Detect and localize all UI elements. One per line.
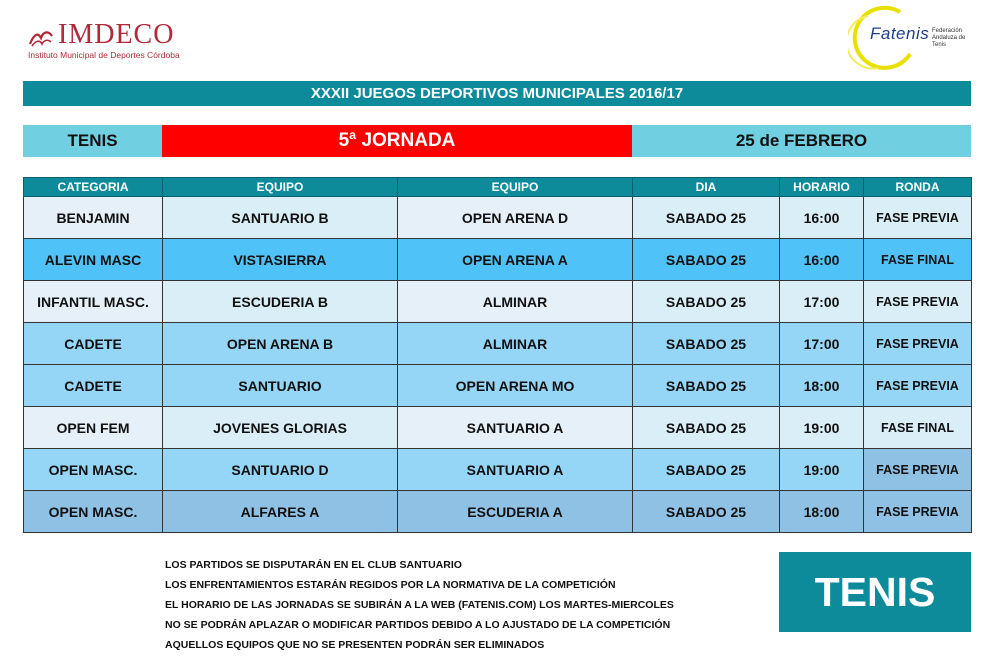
team-1-cell: SANTUARIO	[163, 365, 398, 407]
category-cell: OPEN MASC.	[24, 449, 163, 491]
team-2-cell: ESCUDERIA A	[398, 491, 633, 533]
time-cell: 16:00	[780, 197, 864, 239]
note-line: AQUELLOS EQUIPOS QUE NO SE PRESENTEN PODRÁN SER ELIMINADOS	[165, 639, 545, 651]
time-cell: 19:00	[780, 407, 864, 449]
note-line: EL HORARIO DE LAS JORNADAS SE SUBIRÁN A LA WEB (FATENIS.COM) LOS MARTES-MIERCOLES	[165, 599, 674, 611]
round-label: 5ª JORNADA	[162, 125, 632, 157]
time-cell: 19:00	[780, 449, 864, 491]
team-2-cell: ALMINAR	[398, 323, 633, 365]
imdeco-emblem-icon	[28, 26, 54, 50]
table-row	[24, 197, 972, 239]
fatenis-subtitle: Federación Andaluza de Tenis	[932, 28, 966, 48]
round-cell: FASE PREVIA	[864, 365, 972, 407]
sport-badge: TENIS	[779, 552, 971, 632]
time-cell: 17:00	[780, 323, 864, 365]
team-1-cell: SANTUARIO D	[163, 449, 398, 491]
round-cell: FASE PREVIA	[864, 281, 972, 323]
round-cell: FASE PREVIA	[864, 449, 972, 491]
team-2-cell: OPEN ARENA D	[398, 197, 633, 239]
team-1-cell: SANTUARIO B	[163, 197, 398, 239]
day-cell: SABADO 25	[633, 239, 780, 281]
column-header-time: HORARIO	[780, 178, 864, 197]
day-cell: SABADO 25	[633, 449, 780, 491]
column-header-day: DIA	[633, 178, 780, 197]
note-line: NO SE PODRÁN APLAZAR O MODIFICAR PARTIDOS DEBIDO A LO AJUSTADO DE LA COMPETICIÓN	[165, 619, 671, 631]
category-cell: CADETE	[24, 365, 163, 407]
round-cell: FASE FINAL	[864, 239, 972, 281]
note-line: LOS ENFRENTAMIENTOS ESTARÁN REGIDOS POR LA NORMATIVA DE LA COMPETICIÓN	[165, 579, 616, 591]
date-label: 25 de FEBRERO	[632, 125, 971, 157]
column-header-team-2: EQUIPO	[398, 178, 633, 197]
category-cell: INFANTIL MASC.	[24, 281, 163, 323]
time-cell: 18:00	[780, 365, 864, 407]
column-header-category: CATEGORIA	[24, 178, 163, 197]
day-cell: SABADO 25	[633, 407, 780, 449]
imdeco-subtitle: Instituto Municipal de Deportes Córdoba	[28, 50, 180, 60]
team-1-cell: OPEN ARENA B	[163, 323, 398, 365]
column-header-team-1: EQUIPO	[163, 178, 398, 197]
team-2-cell: OPEN ARENA MO	[398, 365, 633, 407]
fatenis-logo	[848, 4, 970, 74]
table-header-row	[24, 178, 972, 197]
day-cell: SABADO 25	[633, 491, 780, 533]
round-cell: FASE PREVIA	[864, 323, 972, 365]
day-cell: SABADO 25	[633, 365, 780, 407]
category-cell: ALEVIN MASC	[24, 239, 163, 281]
day-cell: SABADO 25	[633, 323, 780, 365]
note-line: LOS PARTIDOS SE DISPUTARÁN EN EL CLUB SANTUARIO	[165, 559, 462, 571]
imdeco-name: IMDECO	[58, 19, 175, 50]
team-1-cell: ESCUDERIA B	[163, 281, 398, 323]
table-row	[24, 323, 972, 365]
team-1-cell: VISTASIERRA	[163, 239, 398, 281]
table-row	[24, 239, 972, 281]
day-cell: SABADO 25	[633, 281, 780, 323]
table-row	[24, 281, 972, 323]
team-1-cell: JOVENES GLORIAS	[163, 407, 398, 449]
category-cell: OPEN MASC.	[24, 491, 163, 533]
round-cell: FASE PREVIA	[864, 491, 972, 533]
column-header-round: RONDA	[864, 178, 972, 197]
table-row	[24, 449, 972, 491]
table-row	[24, 491, 972, 533]
notes-list	[165, 558, 725, 658]
schedule-table	[23, 177, 972, 533]
team-2-cell: SANTUARIO A	[398, 449, 633, 491]
team-2-cell: OPEN ARENA A	[398, 239, 633, 281]
team-1-cell: ALFARES A	[163, 491, 398, 533]
time-cell: 16:00	[780, 239, 864, 281]
table-row	[24, 407, 972, 449]
imdeco-logo	[26, 16, 226, 66]
competition-title: XXXII JUEGOS DEPORTIVOS MUNICIPALES 2016/17	[23, 81, 971, 106]
time-cell: 17:00	[780, 281, 864, 323]
table-row	[24, 365, 972, 407]
round-cell: FASE FINAL	[864, 407, 972, 449]
category-cell: BENJAMIN	[24, 197, 163, 239]
sport-label: TENIS	[23, 125, 162, 157]
category-cell: OPEN FEM	[24, 407, 163, 449]
fatenis-name: Fatenis	[870, 24, 930, 43]
day-cell: SABADO 25	[633, 197, 780, 239]
time-cell: 18:00	[780, 491, 864, 533]
category-cell: CADETE	[24, 323, 163, 365]
team-2-cell: SANTUARIO A	[398, 407, 633, 449]
round-cell: FASE PREVIA	[864, 197, 972, 239]
team-2-cell: ALMINAR	[398, 281, 633, 323]
